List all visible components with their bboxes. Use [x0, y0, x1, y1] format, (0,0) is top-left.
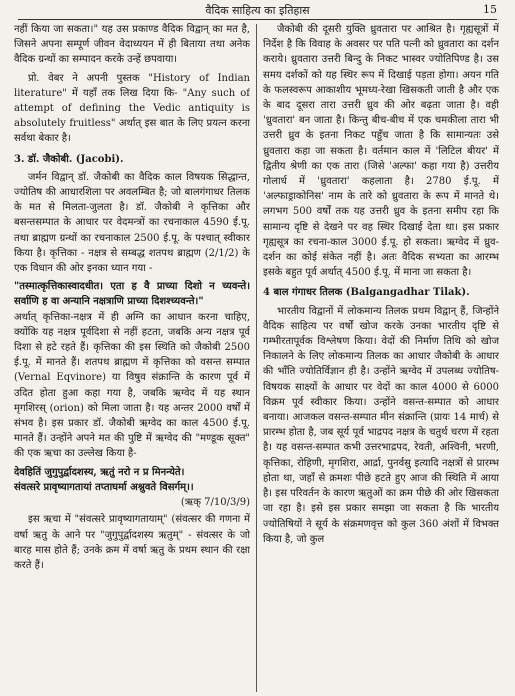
verse-line: संवत्सरे प्रावृष्यागतायां तप्ताघर्मा अश्नुवते विसर्गम्।। [14, 481, 194, 493]
left-column [14, 22, 250, 692]
paragraph: भारतीय विद्वानों में लोकमान्य तिलक प्रथम विद्वान् हैं, जिन्होंने वैदिक साहित्य पर वर्षों खोज करके उनका भारतीय दृष्टि से गम्भीरतापूर्वक विश्लेषण किया। वेदों की निर्माण तिथि को खोज निकालने के लिए लोकमान्य तिलक का आधार जैकोबी के आधार की भाँति ज्योतिर्विज्ञान ही है। उन्होंने ऋग्वेद में उपलब्ध ज्योतिष-विषयक साक्ष्यों के आधार पर वेदों का काल 4000 से 6000 विक्रम पूर्व स्वीकार किया। उन्होंने वसन्त-सम्पात को आधार बनाया। आजकल वसन्त-सम्पात मीन संक्रान्ति (प्रायः 14 मार्च) से प्रारम्भ होता है, जब सूर्य पूर्व भाद्रपद नक्षत्र के चतुर्थ चरण में रहता है। यह वसन्त-सम्पात कभी उत्तरभाद्रपद, रेवती, अश्विनी, भरणी, कृत्तिका, रोहिणी, मृगशिरा, आर्द्रा, पुनर्वसु इत्यादि नक्षत्रों से प्रारम्भ होता था, जहाँ से क्रमशः पीछे हटते हुए आज की स्थिति में आया है। इस परिवर्तन के कारण ऋतुओं का क्रम पीछे की ओर खिसकता जा रहा है। इसे इस प्रकार समझा जा सकता है कि भारतीय ज्योतिषियों ने सूर्य के संक्रमणवृत्त को कुल 360 अंशों में विभक्त किया है, जो कुल [263, 305, 499, 545]
verse-line: देवहितिं जुगुपुर्द्वादशस्य, ऋतुं नरो न प्र मिनन्येते। [14, 466, 185, 478]
paragraph: अर्थात् कृत्तिका-नक्षत्र में ही अग्नि का आधान करना चाहिए, क्योंकि यह नक्षत्र पूर्वदिशा से नहीं हटता, जबकि अन्य नक्षत्र पूर्व दिशा से हटे रहते हैं। कृत्तिका की इस स्थिति को जैकोबी 2500 ई.पू. में मानते हैं। शतपथ ब्राह्मण में कृत्तिका को वसन्त सम्पात (Vernal Eqvinore) या विषुव संक्रान्ति के कारण पूर्व में उदित होता हुआ कहा गया है, जबकि ऋग्वेद में यह स्थान मृगशिरस् (orion) को मिला जाता है। यह अन्तर 2000 वर्षों में संभव है। इस प्रकार डॉ. जैकोबी ऋग्वेद का काल 4500 ई.पू. मानते हैं। उन्होंने अपने मत की पुष्टि में ऋग्वेद की "मण्डूक सूक्त" की एक ऋचा का उल्लेख किया है- [14, 311, 250, 460]
paragraph: इस ऋचा में "संवत्सरे प्रावृष्यागतायाम्" (संवत्सर की गणना में वर्षा ऋतु के आने पर "जुगुपुर्द्वादशस्य ऋतुम्" - संवत्सर के जो बारह मास होते हैं; उनके क्रम में वर्षा ऋतु के प्रथम स्थान की रक्षा करते हैं। [14, 514, 250, 571]
right-column [263, 22, 499, 692]
paragraph: जैकोबी की दूसरी युक्ति ध्रुवतारा पर आश्रित है। गृह्यसूत्रों में निर्देश है कि विवाह के अवसर पर पति पत्नी को ध्रुवतारा का दर्शन कराये। ध्रुवतारा उत्तरी बिन्दु के निकट भास्वर ज्योतिपिण्ड है। उस समय दर्शकों को यह स्थिर रूप में दिखाई पड़ता होगा। अयन गति के फलस्वरूप आकाशीय भूमध्य-रेखा खिसकती जाती है और एक के बाद दूसरा तारा उत्तरी ध्रुव की ओर बढ़ता जाता है। वही 'ध्रुवतारा' बन जाता है। किन्तु बीच-बीच में एक चमकीला तारा भी उत्तरी ध्रुव के इतना निकट पहुँच जाता है कि सामान्यतः उसे ध्रुवतारा कहा जा सकता है। वर्तमान काल में 'लिटिल बीयर' में द्वितीय श्रेणी का एक तारा (जिसे 'अल्फा' कहा गया है) उत्तरीय गोलार्ध में 'ध्रुवतारा' कहलाता है। 2780 ई.पू. में 'अल्फाड्राकोनिस' नाम के तारे को ध्रुवतारा के रूप में मानते थे। लगभग 500 वर्षों तक यह उत्तरी ध्रुव के इतना समीप रहा कि सामान्य दृष्टि से देखने पर वह स्थिर दिखाई देता था। इस प्रकार गृह्यसूत्र का रचना-काल 3000 ई.पू. हो सकता। ऋग्वेद में ध्रुव-दर्शन का कोई संकेत नहीं है। अतः वैदिक सभ्यता का आरम्भ इसके बहुत पूर्व अर्थात् 4500 ई.पू. में माना जा सकता है। [263, 24, 499, 279]
verse-citation: (ऋक् 7/10/3/9) [180, 497, 250, 509]
column-divider [256, 24, 257, 692]
paragraph: नहीं किया जा सकता।" यह उस प्रकाण्ड वैदिक विद्वान् का मत है, जिसने अपना सम्पूर्ण जीवन वेदाध्ययन में ही बिताया तथा अनेक वैदिक ग्रन्थों का सम्पादन करके उन्हें छपवाया। [14, 24, 250, 66]
book-title: वैदिक साहित्य का इतिहास [205, 4, 310, 17]
section-heading-jacobi: 3. डॉ. जैकोबी. (Jacobi). [14, 153, 124, 165]
page-header [0, 0, 515, 20]
sanskrit-quote: "तस्मात्कृत्तिकास्वादधीत। एता ह वै प्राच्या दिशो न च्यवन्ते। सर्वाणि ह वा अन्यानि नक्षत्राणि प्राच्या दिशश्च्यवन्ते।" [14, 281, 250, 308]
section-heading-tilak: 4 बाल गंगाधर तिलक (Balgangadhar Tilak). [263, 287, 470, 299]
paragraph: प्रो. वेबर ने अपनी पुस्तक "History of Indian literature" में यहाँ तक लिख दिया कि- "Any such of attempt of defining the Vedic antiquity is absolutely fruitless" अर्थात् इस बात के लिए प्रयत्न करना सर्वथा बेकार है। [14, 72, 250, 145]
page-number: 15 [483, 3, 497, 16]
paragraph: जर्मन विद्वान् डॉ. जैकोबी का वैदिक काल विषयक सिद्धान्त, ज्योतिष की आधारशिला पर अवलम्बित है; जो बालगंगाधर तिलक के मत से मिलता-जुलता है। डॉ. जैकोबी ने कृत्तिका और बसन्तसम्पात के आधार पर वेदमन्त्रों का रचनाकाल 4590 ई.पू. तथा ब्राह्मण ग्रन्थों का रचनाकाल 2500 ई.पू. के पश्चात् स्वीकार किया है। कृत्तिका - नक्षत्र से सम्बद्ध शतपथ ब्राह्मण (2/1/2) के एक विधान की ओर इनका ध्यान गया - [14, 171, 250, 275]
header-rule [18, 19, 497, 20]
